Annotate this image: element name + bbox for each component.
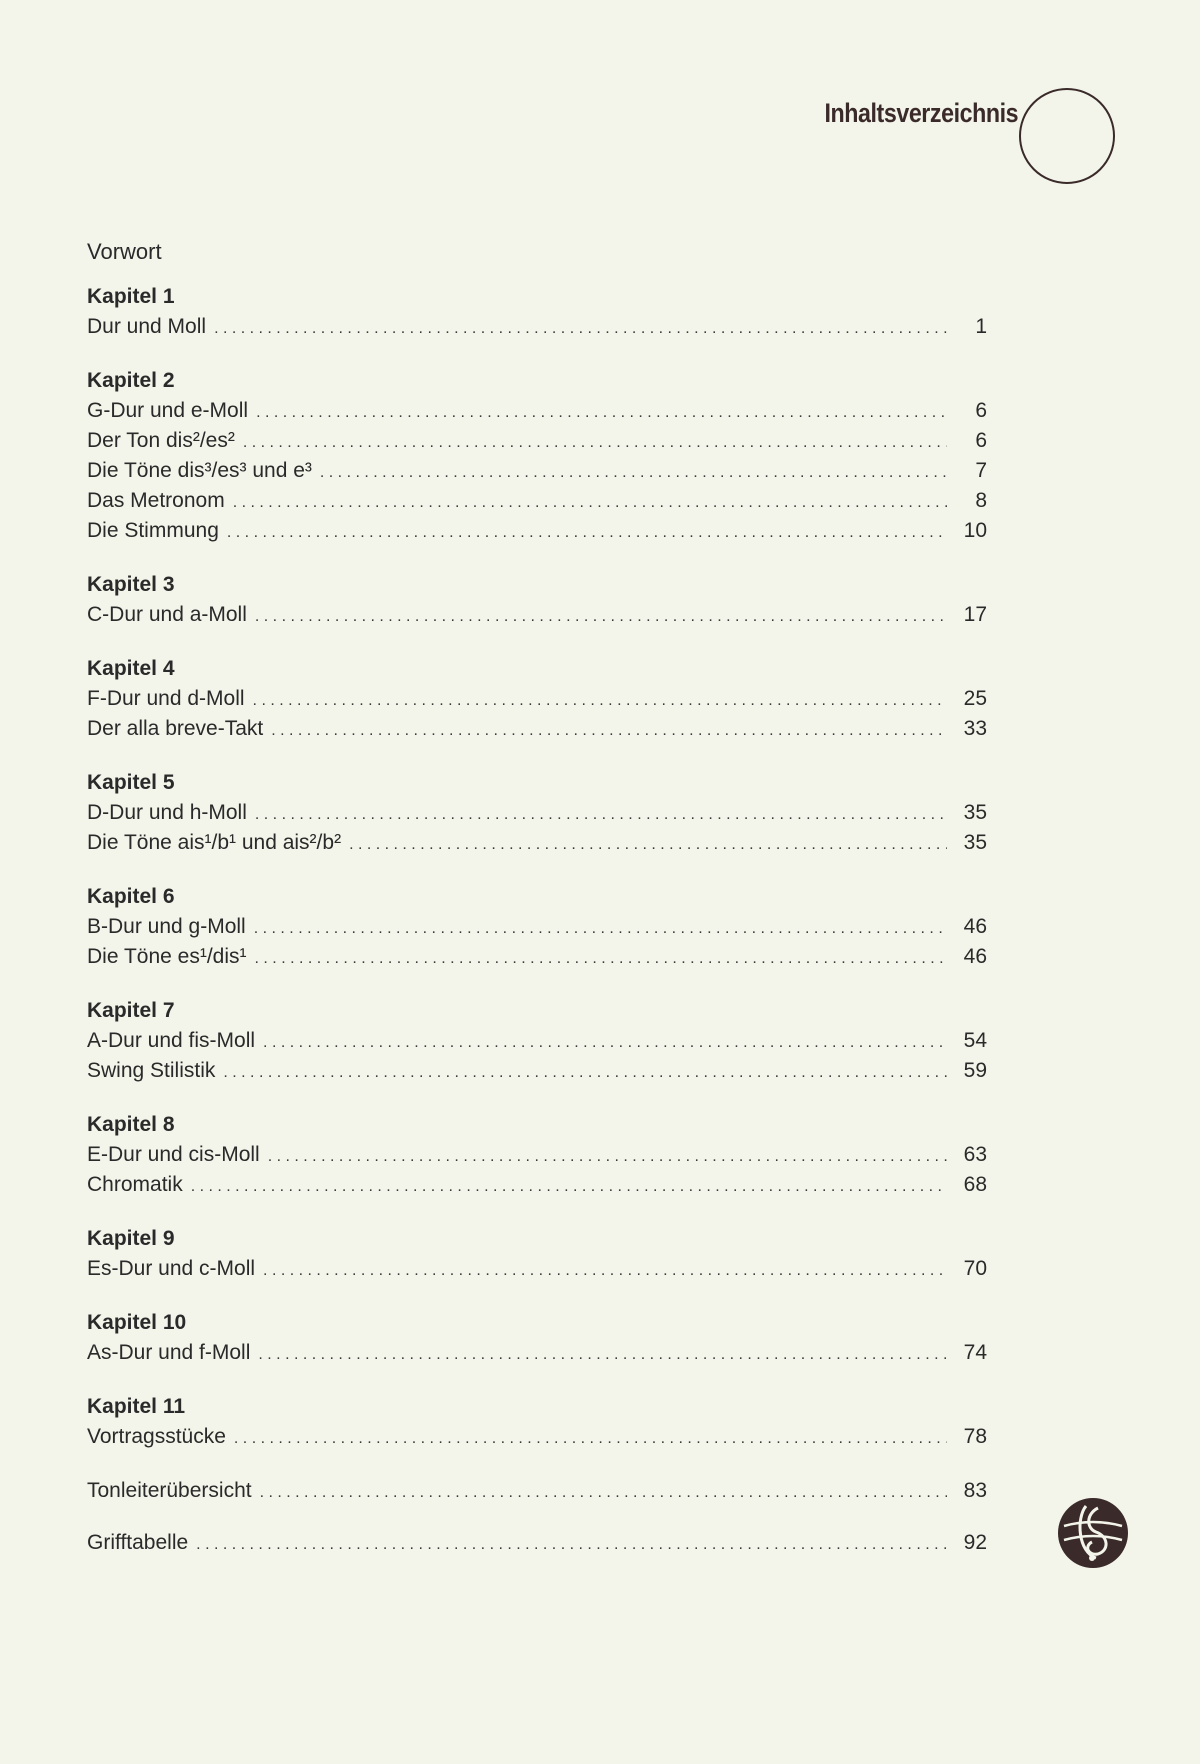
toc-chapter-group — [87, 1224, 987, 1284]
toc-entry[interactable] — [87, 312, 987, 342]
toc-entry[interactable] — [87, 1528, 987, 1558]
table-of-contents — [87, 232, 987, 1580]
toc-entry[interactable] — [87, 516, 987, 546]
toc-dot-leader — [320, 458, 947, 488]
toc-entry[interactable] — [87, 1056, 987, 1086]
chapter-heading[interactable]: Kapitel 1 — [87, 285, 175, 308]
toc-page-number: 70 — [963, 1257, 987, 1280]
toc-entry[interactable] — [87, 714, 987, 744]
toc-entry-label: B-Dur und g-Moll — [87, 915, 246, 938]
toc-entry-label: C-Dur und a-Moll — [87, 603, 247, 626]
toc-entry[interactable] — [87, 1476, 987, 1506]
toc-page-number: 25 — [963, 687, 987, 710]
toc-chapter-group — [87, 1392, 987, 1452]
chapter-heading[interactable]: Kapitel 6 — [87, 885, 175, 908]
toc-chapter-group — [87, 1110, 987, 1200]
toc-dot-leader — [227, 518, 947, 548]
toc-chapter-group — [87, 882, 987, 972]
toc-chapter-group — [87, 996, 987, 1086]
toc-entry-label: Chromatik — [87, 1173, 183, 1196]
toc-dot-leader — [253, 686, 947, 716]
toc-page-number: 74 — [963, 1341, 987, 1364]
toc-page-number: 92 — [963, 1531, 987, 1554]
publisher-logo-icon — [1056, 1496, 1130, 1570]
toc-entry[interactable] — [87, 426, 987, 456]
toc-entry[interactable] — [87, 828, 987, 858]
chapter-heading[interactable]: Kapitel 5 — [87, 771, 175, 794]
toc-dot-leader — [268, 1142, 947, 1172]
toc-entry-label: Die Töne es¹/dis¹ — [87, 945, 247, 968]
toc-page-number: 83 — [963, 1479, 987, 1502]
toc-entry-label: Vortragsstücke — [87, 1425, 226, 1448]
toc-entry[interactable] — [87, 1338, 987, 1368]
toc-page-number: 54 — [963, 1029, 987, 1052]
toc-page-number: 6 — [975, 429, 987, 452]
toc-entry[interactable] — [87, 684, 987, 714]
toc-entry-label: G-Dur und e-Moll — [87, 399, 249, 422]
toc-page-number: 17 — [963, 603, 987, 626]
toc-dot-leader — [263, 1028, 947, 1058]
toc-dot-leader — [233, 488, 947, 518]
toc-entry-label: Dur und Moll — [87, 315, 207, 338]
toc-dot-leader — [234, 1424, 947, 1454]
toc-dot-leader — [255, 944, 947, 974]
toc-page-number: 46 — [963, 945, 987, 968]
chapter-heading[interactable]: Kapitel 3 — [87, 573, 175, 596]
toc-entry-label: F-Dur und d-Moll — [87, 687, 245, 710]
toc-entry[interactable] — [87, 798, 987, 828]
toc-dot-leader — [254, 914, 947, 944]
toc-page-number: 6 — [975, 399, 987, 422]
toc-page-number: 78 — [963, 1425, 987, 1448]
toc-entry[interactable] — [87, 600, 987, 630]
toc-entry-label: E-Dur und cis-Moll — [87, 1143, 260, 1166]
toc-entry[interactable] — [87, 1254, 987, 1284]
toc-entry-label: Der Ton dis²/es² — [87, 429, 235, 452]
toc-entry[interactable] — [87, 1170, 987, 1200]
toc-dot-leader — [243, 428, 947, 458]
toc-page-number: 68 — [963, 1173, 987, 1196]
toc-page-number: 1 — [975, 315, 987, 338]
chapter-heading[interactable]: Kapitel 10 — [87, 1311, 187, 1334]
toc-dot-leader — [214, 314, 947, 344]
chapter-heading[interactable]: Kapitel 9 — [87, 1227, 175, 1250]
toc-chapter-group — [87, 1308, 987, 1368]
toc-entry[interactable] — [87, 942, 987, 972]
chapter-heading[interactable]: Kapitel 2 — [87, 369, 175, 392]
chapter-heading[interactable]: Kapitel 11 — [87, 1395, 186, 1418]
toc-page-number: 10 — [963, 519, 987, 542]
toc-page-number: 63 — [963, 1143, 987, 1166]
toc-dot-leader — [349, 830, 947, 860]
toc-entry[interactable] — [87, 912, 987, 942]
toc-entry-label: Die Töne dis³/es³ und e³ — [87, 459, 312, 482]
toc-chapter-group — [87, 570, 987, 630]
toc-dot-leader — [223, 1058, 947, 1088]
toc-entry-label: Swing Stilistik — [87, 1059, 216, 1082]
toc-entry[interactable] — [87, 1026, 987, 1056]
toc-entry-label: Das Metronom — [87, 489, 225, 512]
chapter-heading[interactable]: Kapitel 7 — [87, 999, 175, 1022]
toc-page-number: 35 — [963, 831, 987, 854]
toc-chapters — [87, 282, 987, 1452]
toc-appendix — [87, 1476, 987, 1558]
toc-chapter-group — [87, 282, 987, 342]
toc-chapter-group — [87, 768, 987, 858]
toc-chapter-group — [87, 366, 987, 546]
toc-dot-leader — [196, 1530, 947, 1560]
toc-front-matter[interactable]: Vorwort — [87, 239, 162, 264]
toc-entry[interactable] — [87, 1140, 987, 1170]
toc-appendix-item — [87, 1528, 987, 1558]
toc-dot-leader — [256, 398, 947, 428]
toc-entry-label: As-Dur und f-Moll — [87, 1341, 251, 1364]
toc-page-number: 46 — [963, 915, 987, 938]
toc-page-number: 33 — [963, 717, 987, 740]
toc-page-number: 7 — [975, 459, 987, 482]
chapter-heading[interactable]: Kapitel 8 — [87, 1113, 175, 1136]
toc-dot-leader — [271, 716, 947, 746]
toc-appendix-item — [87, 1476, 987, 1506]
toc-entry[interactable] — [87, 486, 987, 516]
toc-dot-leader — [255, 602, 947, 632]
toc-dot-leader — [263, 1256, 947, 1286]
page-title: Inhaltsverzeichnis — [824, 98, 1018, 128]
toc-entry-label: Der alla breve-Takt — [87, 717, 264, 740]
toc-entry-label: Die Stimmung — [87, 519, 219, 542]
toc-dot-leader — [255, 800, 947, 830]
toc-entry-label: Es-Dur und c-Moll — [87, 1257, 256, 1280]
toc-entry-label: A-Dur und fis-Moll — [87, 1029, 256, 1052]
toc-entry-label: D-Dur und h-Moll — [87, 801, 247, 824]
toc-entry[interactable] — [87, 456, 987, 486]
toc-entry-label: Die Töne ais¹/b¹ und ais²/b² — [87, 831, 342, 854]
toc-entry-label: Tonleiterübersicht — [87, 1479, 252, 1502]
toc-entry-label: Grifftabelle — [87, 1531, 189, 1554]
circle-outline-icon — [1019, 88, 1115, 184]
toc-page-number: 8 — [975, 489, 987, 512]
toc-dot-leader — [260, 1478, 947, 1508]
toc-dot-leader — [191, 1172, 947, 1202]
chapter-heading[interactable]: Kapitel 4 — [87, 657, 175, 680]
toc-page-number: 35 — [963, 801, 987, 824]
toc-entry[interactable] — [87, 396, 987, 426]
toc-entry[interactable] — [87, 1422, 987, 1452]
toc-chapter-group — [87, 654, 987, 744]
toc-page-number: 59 — [963, 1059, 987, 1082]
toc-dot-leader — [258, 1340, 947, 1370]
